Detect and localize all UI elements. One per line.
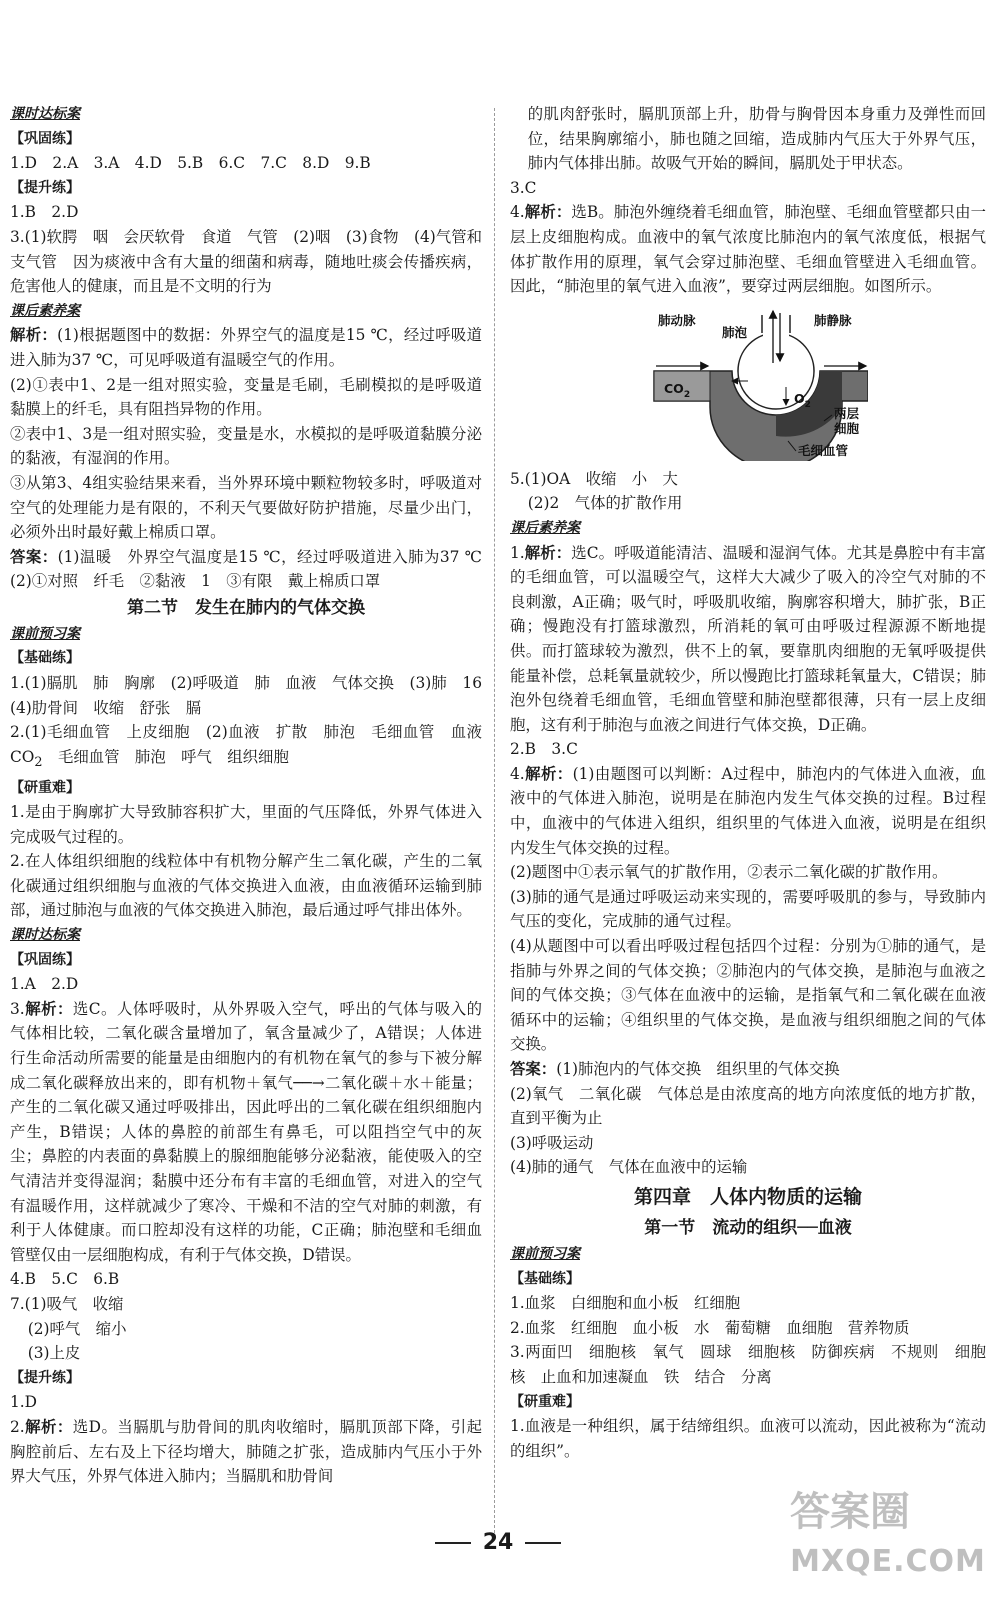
answer-label: 答案：: [10, 547, 58, 566]
exercise-label: 【巩固练】: [10, 130, 80, 147]
analysis-label: 解析：: [524, 203, 572, 222]
analysis-paragraph: (2)①表中1、2是一组对照实验，变量是毛刷，毛刷模拟的是呼吸道黏膜上的纤毛，具有阻挡异物的作用。: [10, 375, 482, 419]
answer-line: 1.是由于胸廓扩大导致肺容积扩大，里面的气压降低，外界气体进入完成吸气过程的。: [10, 803, 482, 846]
label-pulmonary-vein: 肺静脉: [814, 312, 852, 328]
watermark-mark: 答案圈: [790, 1489, 910, 1535]
section-label: 课后素养案: [10, 302, 80, 319]
label-pulmonary-artery: 肺动脉: [658, 312, 696, 328]
answer-line: 3.C: [510, 178, 537, 197]
analysis-paragraph: 3.解析：选C。人体呼吸时，从外界吸入空气，呼出的气体与吸入的气体相比较，二氧化碳含量增加了，氧含量减少了，A错误；人体进行生命活动所需要的能量是由细胞内的有机物在氧气的参与下被分解成二氧化碳释放出来的，即有机物＋氧气──→二氧化碳＋水＋能量；产生的二氧化碳又通过呼吸排出，因此呼出的二氧化碳在组织细胞内产生，B错误；人体的鼻腔的前部生有鼻毛，可以阻挡空气中的灰尘；鼻腔的内表面的鼻黏膜上的腺细胞能够分泌黏液，能使吸入的空气清洁并变得湿润；黏膜中还分布有丰富的毛细血管，对进入的空气有温暖作用，这样就减少了寒冷、干燥和不洁的空气对肺的刺激，有利于人体健康。而口腔却没有这样的功能，C正确；肺泡壁和毛细血管壁仅由一层细胞构成，有利于气体交换，D错误。: [10, 999, 482, 1264]
answer-line: (3)呼吸运动: [510, 1133, 594, 1152]
analysis-label: 解析：: [524, 543, 572, 562]
section-heading: 第一节 流动的组织──血液: [644, 1217, 852, 1238]
answer-line: (4)肺的通气 气体在血液中的运输: [510, 1158, 748, 1177]
page-number: 24: [0, 1530, 996, 1555]
analysis-paragraph: (2)题图中①表示氧气的扩散作用，②表示二氧化碳的扩散作用。: [510, 863, 948, 882]
analysis-label: 解析：: [24, 1417, 73, 1436]
answer-line: 1.B 2.D: [10, 203, 79, 222]
analysis-paragraph: (4)从题图中可以看出呼吸过程包括四个过程：分别为①肺的通气，是指肺与外界之间的气体交换；②肺泡内的气体交换，是肺泡与血液之间的气体交换；③气体在血液中的运输，是指氧气和二氧化碳在血液循环中的运输；④组织里的气体交换，是血液与组织细胞之间的气体交换。: [510, 937, 986, 1054]
analysis-paragraph: (3)肺的通气是通过呼吸运动来实现的，需要呼吸肌的参与，导致肺内气压的变化，完成肺的通气过程。: [510, 887, 986, 931]
label-capillary: 毛细血管: [798, 442, 849, 458]
answer-paragraph: 答案：(1)肺泡内的气体交换 组织里的气体交换: [510, 1060, 840, 1078]
answer-line: 2.血浆 红细胞 血小板 水 葡萄糖 血细胞 营养物质: [510, 1318, 910, 1337]
answer-line: 4.B 5.C 6.B: [10, 1270, 120, 1289]
label-alveolus: 肺泡: [722, 324, 748, 340]
exercise-label: 【提升练】: [10, 1369, 80, 1386]
answer-line: 1.A 2.D: [10, 975, 79, 994]
answer-line: (2)呼气 缩小: [27, 1319, 127, 1338]
exercise-label: 【基础练】: [10, 650, 80, 667]
answer-line: (2)2 气体的扩散作用: [527, 494, 683, 513]
answer-line: 7.(1)吸气 收缩: [10, 1294, 124, 1313]
watermark-logo: [790, 1480, 986, 1590]
answer-line: 3.两面凹 细胞核 氧气 圆球 细胞核 防御疾病 不规则 细胞核 止血和加速凝血 铁 结合 分离: [510, 1343, 986, 1386]
analysis-paragraph: 的肌肉舒张时，膈肌顶部上升，肋骨与胸骨因本身重力及弹性而回位，结果胸廓缩小，肺也随之回缩，造成肺内气压大于外界气压，肺内气体排出肺。故吸气开始的瞬间，膈肌处于甲状态。: [527, 105, 986, 173]
answer-line: 2.(1)毛细血管 上皮细胞 (2)血液 扩散 肺泡 毛细血管 血液 $CO_2$ 毛细血管 肺泡 呼气 组织细胞: [10, 723, 498, 770]
answer-line: (2)氧气 二氧化碳 气体总是由浓度高的地方向浓度低的地方扩散，直到平衡为止: [510, 1084, 986, 1128]
label-o2: $O_2$: [794, 390, 811, 410]
right-column: [510, 102, 986, 1463]
analysis-paragraph: 4.解析：选B。肺泡外缠绕着毛细血管，肺泡壁、毛细血管壁都只由一层上皮细胞构成。血液中的氧气浓度比肺泡内的氧气浓度低，根据气体扩散作用的原理，氧气会穿过肺泡壁、毛细血管壁进入毛细血管。因此，“肺泡里的氧气进入血液”，要穿过两层细胞。如图所示。: [510, 203, 986, 296]
answer-line: 3.(1)软腭 咽 会厌软骨 食道 气管 (2)咽 (3)食物 (4)气管和支气管 因为痰液中含有大量的细菌和病毒，随地吐痰会传播疾病，危害他人的健康，而且是不文明的行为: [10, 227, 482, 296]
watermark-url: MXQE.COM: [790, 1544, 986, 1579]
exercise-label: 【巩固练】: [10, 951, 80, 968]
analysis-paragraph: ③从第3、4组实验结果来看，当外界环境中颗粒物较多时，呼吸道对空气的处理能力是有限的，不利天气要做好防护措施，尽量少出门，必须外出时最好戴上棉质口罩。: [10, 473, 482, 542]
label-two-layers: 两层: [834, 405, 860, 421]
answer-paragraph: 答案：(1)温暖 外界空气温度是15 ℃，经过呼吸道进入肺为37 ℃ (2)①对照 纤毛 ②黏液 1 ③有限 戴上棉质口罩: [10, 547, 498, 591]
section-label: 课前预习案: [510, 1245, 580, 1262]
answer-line: 1.(1)膈肌 肺 胸廓 (2)呼吸道 肺 血液 气体交换 (3)肺 16 (4)肋骨间 收缩 舒张 膈: [10, 674, 498, 717]
section-heading: 第二节 发生在肺内的气体交换: [127, 597, 365, 618]
exercise-label: 【研重难】: [10, 779, 80, 796]
section-label: 课时达标案: [10, 927, 80, 944]
section-label: 课前预习案: [10, 625, 80, 642]
left-column: [10, 102, 498, 1489]
answer-line: 5.(1)OA 收缩 小 大: [510, 469, 678, 488]
analysis-paragraph: 解析：(1)根据题图中的数据：外界空气的温度是15 ℃，经过呼吸道进入肺为37 ℃，可见呼吸道有温暖空气的作用。: [10, 326, 482, 369]
analysis-paragraph: 4.解析：(1)由题图可以判断：A过程中，肺泡内的气体进入血液，血液中的气体进入肺泡，说明是在肺泡内发生气体交换的过程。B过程中，血液中的气体进入组织，组织里的气体进入血液，说明是在组织内发生气体交换的过程。: [510, 764, 986, 857]
column-divider: [494, 108, 495, 1538]
answer-line: 2.在人体组织细胞的线粒体中有机物分解产生二氧化碳，产生的二氧化碳通过组织细胞与血液的气体交换进入血液，由血液循环运输到肺部，通过肺泡与血液的气体交换进入肺泡，最后通过呼气排出体外。: [10, 852, 482, 920]
analysis-paragraph: 1.解析：选C。呼吸道能清洁、温暖和湿润气体。尤其是鼻腔中有丰富的毛细血管，可以温暖空气，这样大大减少了吸入的冷空气对肺的不良刺激，A正确；吸气时，呼吸肌收缩，胸廓容积增大，肺扩张，B正确；慢跑没有打篮球激烈，所消耗的氧可由呼吸过程源源不断地提供。而打篮球较为激烈，供不上的氧，要靠肌肉细胞的无氧呼吸提供能量补偿，总耗氧量就较少，所以慢跑比打篮球耗氧量大，C错误；肺泡外包绕着毛细血管，毛细血管壁和肺泡壁都很薄，只有一层上皮细胞，这有利于肺泡与血液之间进行气体交换，D正确。: [510, 543, 986, 734]
exercise-label: 【研重难】: [510, 1393, 580, 1410]
alveolus-neck-opening: [763, 329, 789, 337]
answer-line: 1.血浆 白细胞和血小板 红细胞: [510, 1294, 741, 1313]
alveolus-gas-exchange-diagram: [628, 303, 868, 461]
answer-line: 2.B 3.C: [510, 740, 578, 759]
chapter-heading: 第四章 人体内物质的运输: [633, 1185, 862, 1208]
section-label: 课后素养案: [510, 519, 580, 536]
analysis-label: 解析：: [524, 764, 573, 783]
answer-line: 1.D 2.A 3.A 4.D 5.B 6.C 7.C 8.D 9.B: [10, 154, 371, 173]
analysis-label: 解析：: [24, 999, 73, 1018]
answer-line: (3)上皮: [27, 1344, 81, 1363]
exercise-label: 【提升练】: [10, 179, 80, 196]
answer-line: 1.D: [10, 1393, 38, 1412]
label-two-layers-cells: 细胞: [834, 420, 860, 436]
answer-line: 1.血液是一种组织，属于结缔组织。血液可以流动，因此被称为“流动的组织”。: [510, 1417, 986, 1460]
exercise-label: 【基础练】: [510, 1270, 580, 1287]
analysis-paragraph: ②表中1、3是一组对照实验，变量是水，水模拟的是呼吸道黏膜分泌的黏液，有湿润的作用。: [10, 424, 482, 468]
analysis-label: 解析：: [10, 326, 58, 345]
label-co2: $CO_2$: [664, 380, 691, 400]
analysis-paragraph: 2.解析：选D。当膈肌与肋骨间的肌肉收缩时，膈肌顶部下降，引起胸腔前后、左右及上下径均增大，肺随之扩张，造成肺内气压小于外界大气压，外界气体进入肺内；当膈肌和肋骨间: [10, 1417, 482, 1486]
section-label: 课时达标案: [10, 106, 80, 122]
answer-label: 答案：: [510, 1060, 557, 1078]
